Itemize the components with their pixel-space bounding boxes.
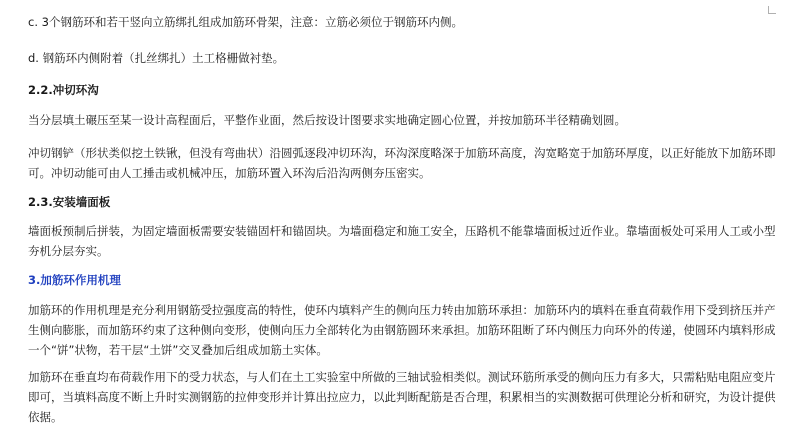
- paragraph-3-2: 加筋环在垂直均布荷载作用下的受力状态，与人们在土工实验室中所做的三轴试验相类似。测试环筋所承受的侧向压力有多大，只需粘贴电阻应变片即可，当填料高度不断上升时实测钢筋的拉伸变形并计算出拉应力，以此判断配筋是否合理，积累相当的实测数据可供理论分析和研究，为设计提供依据。: [28, 370, 776, 424]
- section-heading-3: 3.加筋环作用机理: [28, 273, 121, 287]
- list-item-c: c. 3个钢筋环和若干竖向立筋绑扎组成加筋环骨架，注意：立筋必须位于钢筋环内侧。: [28, 15, 463, 29]
- section-heading-2-3: 2.3.安装墙面板: [28, 195, 111, 209]
- paragraph-2-3-1: 墙面板预制后拼装，为固定墙面板需要安装锚固杆和锚固块。为墙面稳定和施工安全，压路机不能靠墙面板过近作业。靠墙面板处可采用人工或小型夯机分层夯实。: [28, 224, 776, 258]
- section-heading-2-2: 2.2.冲切环沟: [28, 83, 99, 97]
- paragraph-2-2-1: 当分层填土碾压至某一设计高程面后，平整作业面，然后按设计图要求实地确定圆心位置，并按加筋环半径精确划圆。: [28, 113, 626, 127]
- paragraph-3-1: 加筋环的作用机理是充分利用钢筋受拉强度高的特性，使环内填料产生的侧向压力转由加筋环承担：加筋环内的填料在垂直荷载作用下受到挤压并产生侧向膨胀，而加筋环约束了这种侧向变形，使侧向压力全部转化为由钢筋圆环来承担。加筋环阻断了环内侧压力向环外的传递，使圆环内填料形成一个“饼”状物，若干层“土饼”交叉叠加后组成加筋土实体。: [28, 303, 776, 357]
- paragraph-2-2-2: 冲切钢铲（形状类似挖土铁锹，但没有弯曲状）沿圆弧逐段冲切环沟，环沟深度略深于加筋环高度，沟宽略宽于加筋环厚度，以正好能放下加筋环即可。冲切动能可由人工捶击或机械冲压，加筋环置入环沟后沿沟两侧夯压密实。: [28, 146, 776, 180]
- list-item-d: d. 钢筋环内侧附着（扎丝绑扎）土工格栅做衬垫。: [28, 51, 285, 65]
